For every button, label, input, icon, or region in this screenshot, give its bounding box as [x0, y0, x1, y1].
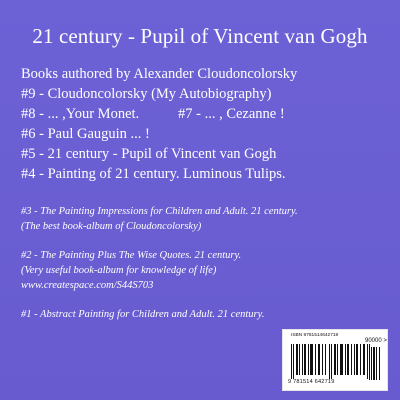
book-pair-8-7	[21, 104, 391, 124]
catalog-item-3-line-2: (The best book-album of Cloudoncolorsky)	[21, 221, 202, 232]
catalog-item-3	[21, 204, 386, 234]
isbn-text: ISBN 9781514642719	[291, 333, 339, 338]
books-heading: Books authored by Alexander Cloudoncolorsky	[21, 66, 298, 82]
book-7: #7 - ... , Cezanne !	[178, 106, 285, 122]
price-barcode-icon	[369, 347, 381, 380]
book-9: #9 - Cloudoncolorsky (My Autobiography)	[21, 86, 272, 102]
catalog-item-3-line-1: #3 - The Painting Impressions for Children and Adult. 21 century.	[21, 206, 298, 217]
barcode-icon	[291, 344, 376, 379]
catalog-item-2-line-2: (Very useful book-album for knowledge of life)	[21, 265, 217, 276]
catalog-item-1-line-1: #1 - Abstract Painting for Children and Adult. 21 century.	[21, 309, 265, 320]
catalog-list	[21, 204, 386, 336]
barcode-digits: 9 781514 642719	[288, 379, 335, 385]
book-8: #8 - ... ,Your Monet.	[21, 106, 140, 122]
catalog-item-2-line-3: www.createspace.com/S44S703	[21, 280, 154, 291]
book-5: #5 - 21 century - Pupil of Vincent van Gogh	[21, 146, 277, 162]
catalog-item-1	[21, 307, 386, 322]
books-list	[21, 64, 391, 184]
barcode-label	[282, 329, 388, 391]
catalog-item-2	[21, 248, 386, 293]
price-code: 90000 >	[365, 338, 387, 344]
catalog-item-2-line-1: #2 - The Painting Plus The Wise Quotes. 21 century.	[21, 250, 242, 261]
book-4: #4 - Painting of 21 century. Luminous Tulips.	[21, 166, 286, 182]
cover-title: 21 century - Pupil of Vincent van Gogh	[32, 24, 368, 48]
book-6: #6 - Paul Gauguin ... !	[21, 126, 150, 142]
